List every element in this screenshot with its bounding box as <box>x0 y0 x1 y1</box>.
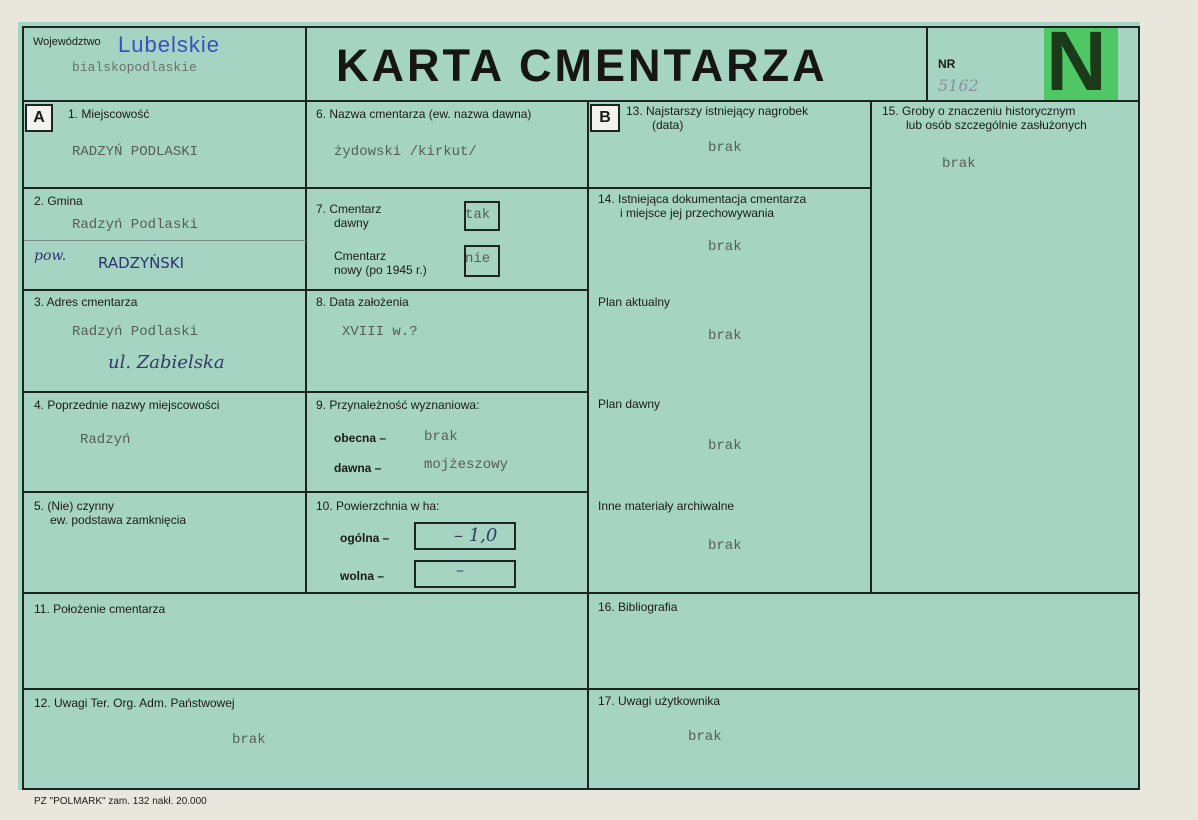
frame-bottom <box>22 788 1140 790</box>
f11-label: 11. Położenie cmentarza <box>34 602 166 616</box>
col-line-c <box>870 100 872 594</box>
f10-label: 10. Powierzchnia w ha: <box>316 499 440 513</box>
plan-dawny-label: Plan dawny <box>598 397 661 411</box>
f12-value: brak <box>232 732 266 748</box>
f4-label: 4. Poprzednie nazwy miejscowości <box>34 398 220 412</box>
f7-label2: Cmentarz <box>334 249 387 263</box>
row-line-1 <box>22 187 589 189</box>
f8-label: 8. Data założenia <box>316 295 409 309</box>
f9-label: 9. Przynależność wyznaniowa: <box>316 398 480 412</box>
row-line-2 <box>22 289 589 291</box>
nr-value: 5162 <box>938 76 979 95</box>
f9-obecna-label: obecna – <box>334 431 387 445</box>
f7-dawny: dawny <box>334 216 369 230</box>
f3-value: Radzyń Podlaski <box>72 324 199 340</box>
f10-ogolna-value: – 1,0 <box>454 525 498 546</box>
f7-nowy: nowy (po 1945 r.) <box>334 263 427 277</box>
f2-value: Radzyń Podlaski <box>72 217 199 233</box>
f14-label: 14. Istniejąca dokumentacja cmentarza <box>598 192 807 206</box>
f15-label2: lub osób szczególnie zasłużonych <box>906 118 1087 132</box>
col-line-a <box>305 100 307 594</box>
f9-dawna-label: dawna – <box>334 461 382 475</box>
gmina-separator <box>24 240 306 241</box>
f9-obecna-value: brak <box>424 429 458 445</box>
f7-dawny-value: tak <box>465 207 491 223</box>
f8-value: XVIII w.? <box>342 324 418 340</box>
f2-label: 2. Gmina <box>34 194 83 208</box>
f13-label2: (data) <box>652 118 684 132</box>
f7-label: 7. Cmentarz <box>316 202 382 216</box>
f7-nowy-value: nie <box>465 251 491 267</box>
card-title: KARTA CMENTARZA <box>336 40 828 91</box>
header-bottom-line <box>22 100 1140 102</box>
f4-value: Radzyń <box>80 432 131 448</box>
stamp-letter: N <box>1046 14 1107 108</box>
f14-label2: i miejsce jej przechowywania <box>620 206 775 220</box>
header-divider-1 <box>305 26 307 102</box>
f2-pow-value: RADZYŃSKI <box>98 254 185 272</box>
section-a-marker: A <box>25 104 53 132</box>
plan-dawny-value: brak <box>708 438 742 454</box>
f6-label: 6. Nazwa cmentarza (ew. nazwa dawna) <box>316 107 532 121</box>
f15-label: 15. Groby o znaczeniu historycznym <box>882 104 1076 118</box>
f17-value: brak <box>688 729 722 745</box>
f17-label: 17. Uwagi użytkownika <box>598 694 721 708</box>
col-line-b <box>587 100 589 790</box>
header-divider-2 <box>926 26 928 102</box>
f6-value: żydowski /kirkut/ <box>334 144 477 160</box>
f10-wolna-label: wolna – <box>340 569 385 583</box>
inne-materialy-label: Inne materiały archiwalne <box>598 499 735 513</box>
plan-aktualny-label: Plan aktualny <box>598 295 671 309</box>
voivodeship-old: bialskopodlaskie <box>72 60 197 75</box>
printer-imprint: PZ "POLMARK" zam. 132 nakł. 20.000 <box>34 796 207 807</box>
voivodeship-value: Lubelskie <box>118 32 220 57</box>
row-line-6 <box>22 688 1140 690</box>
frame-top <box>22 26 1140 28</box>
f9-dawna-value: mojżeszowy <box>424 457 509 473</box>
nr-label: NR <box>938 57 956 71</box>
frame-left <box>22 26 24 790</box>
f13-label: 13. Najstarszy istniejący nagrobek <box>626 104 809 118</box>
f15-value: brak <box>942 156 976 172</box>
f2-pow-prefix: pow. <box>34 248 67 264</box>
f10-wolna-value: – <box>456 560 464 579</box>
f14-value: brak <box>708 239 742 255</box>
voivodeship-label: Województwo <box>33 36 101 48</box>
row-line-3 <box>22 391 589 393</box>
inne-materialy-value: brak <box>708 538 742 554</box>
f12-label: 12. Uwagi Ter. Org. Adm. Państwowej <box>34 696 235 710</box>
f1-value: RADZYŃ PODLASKI <box>72 144 199 160</box>
f5-sub: ew. podstawa zamknięcia <box>50 513 187 527</box>
section-b-marker: B <box>590 104 620 132</box>
plan-aktualny-value: brak <box>708 328 742 344</box>
f10-ogolna-label: ogólna – <box>340 531 390 545</box>
f3-label: 3. Adres cmentarza <box>34 295 138 309</box>
row-line-4 <box>22 491 589 493</box>
f13-value: brak <box>708 140 742 156</box>
f1-label: 1. Miejscowość <box>68 107 150 121</box>
f5-label: 5. (Nie) czynny <box>34 499 115 513</box>
row-line-5 <box>22 592 1140 594</box>
frame-right <box>1138 26 1140 790</box>
f10-wolna-box <box>414 560 516 588</box>
col-b-line <box>587 187 872 189</box>
f3-street: ul. Zabielska <box>108 352 225 373</box>
f16-label: 16. Bibliografia <box>598 600 678 614</box>
